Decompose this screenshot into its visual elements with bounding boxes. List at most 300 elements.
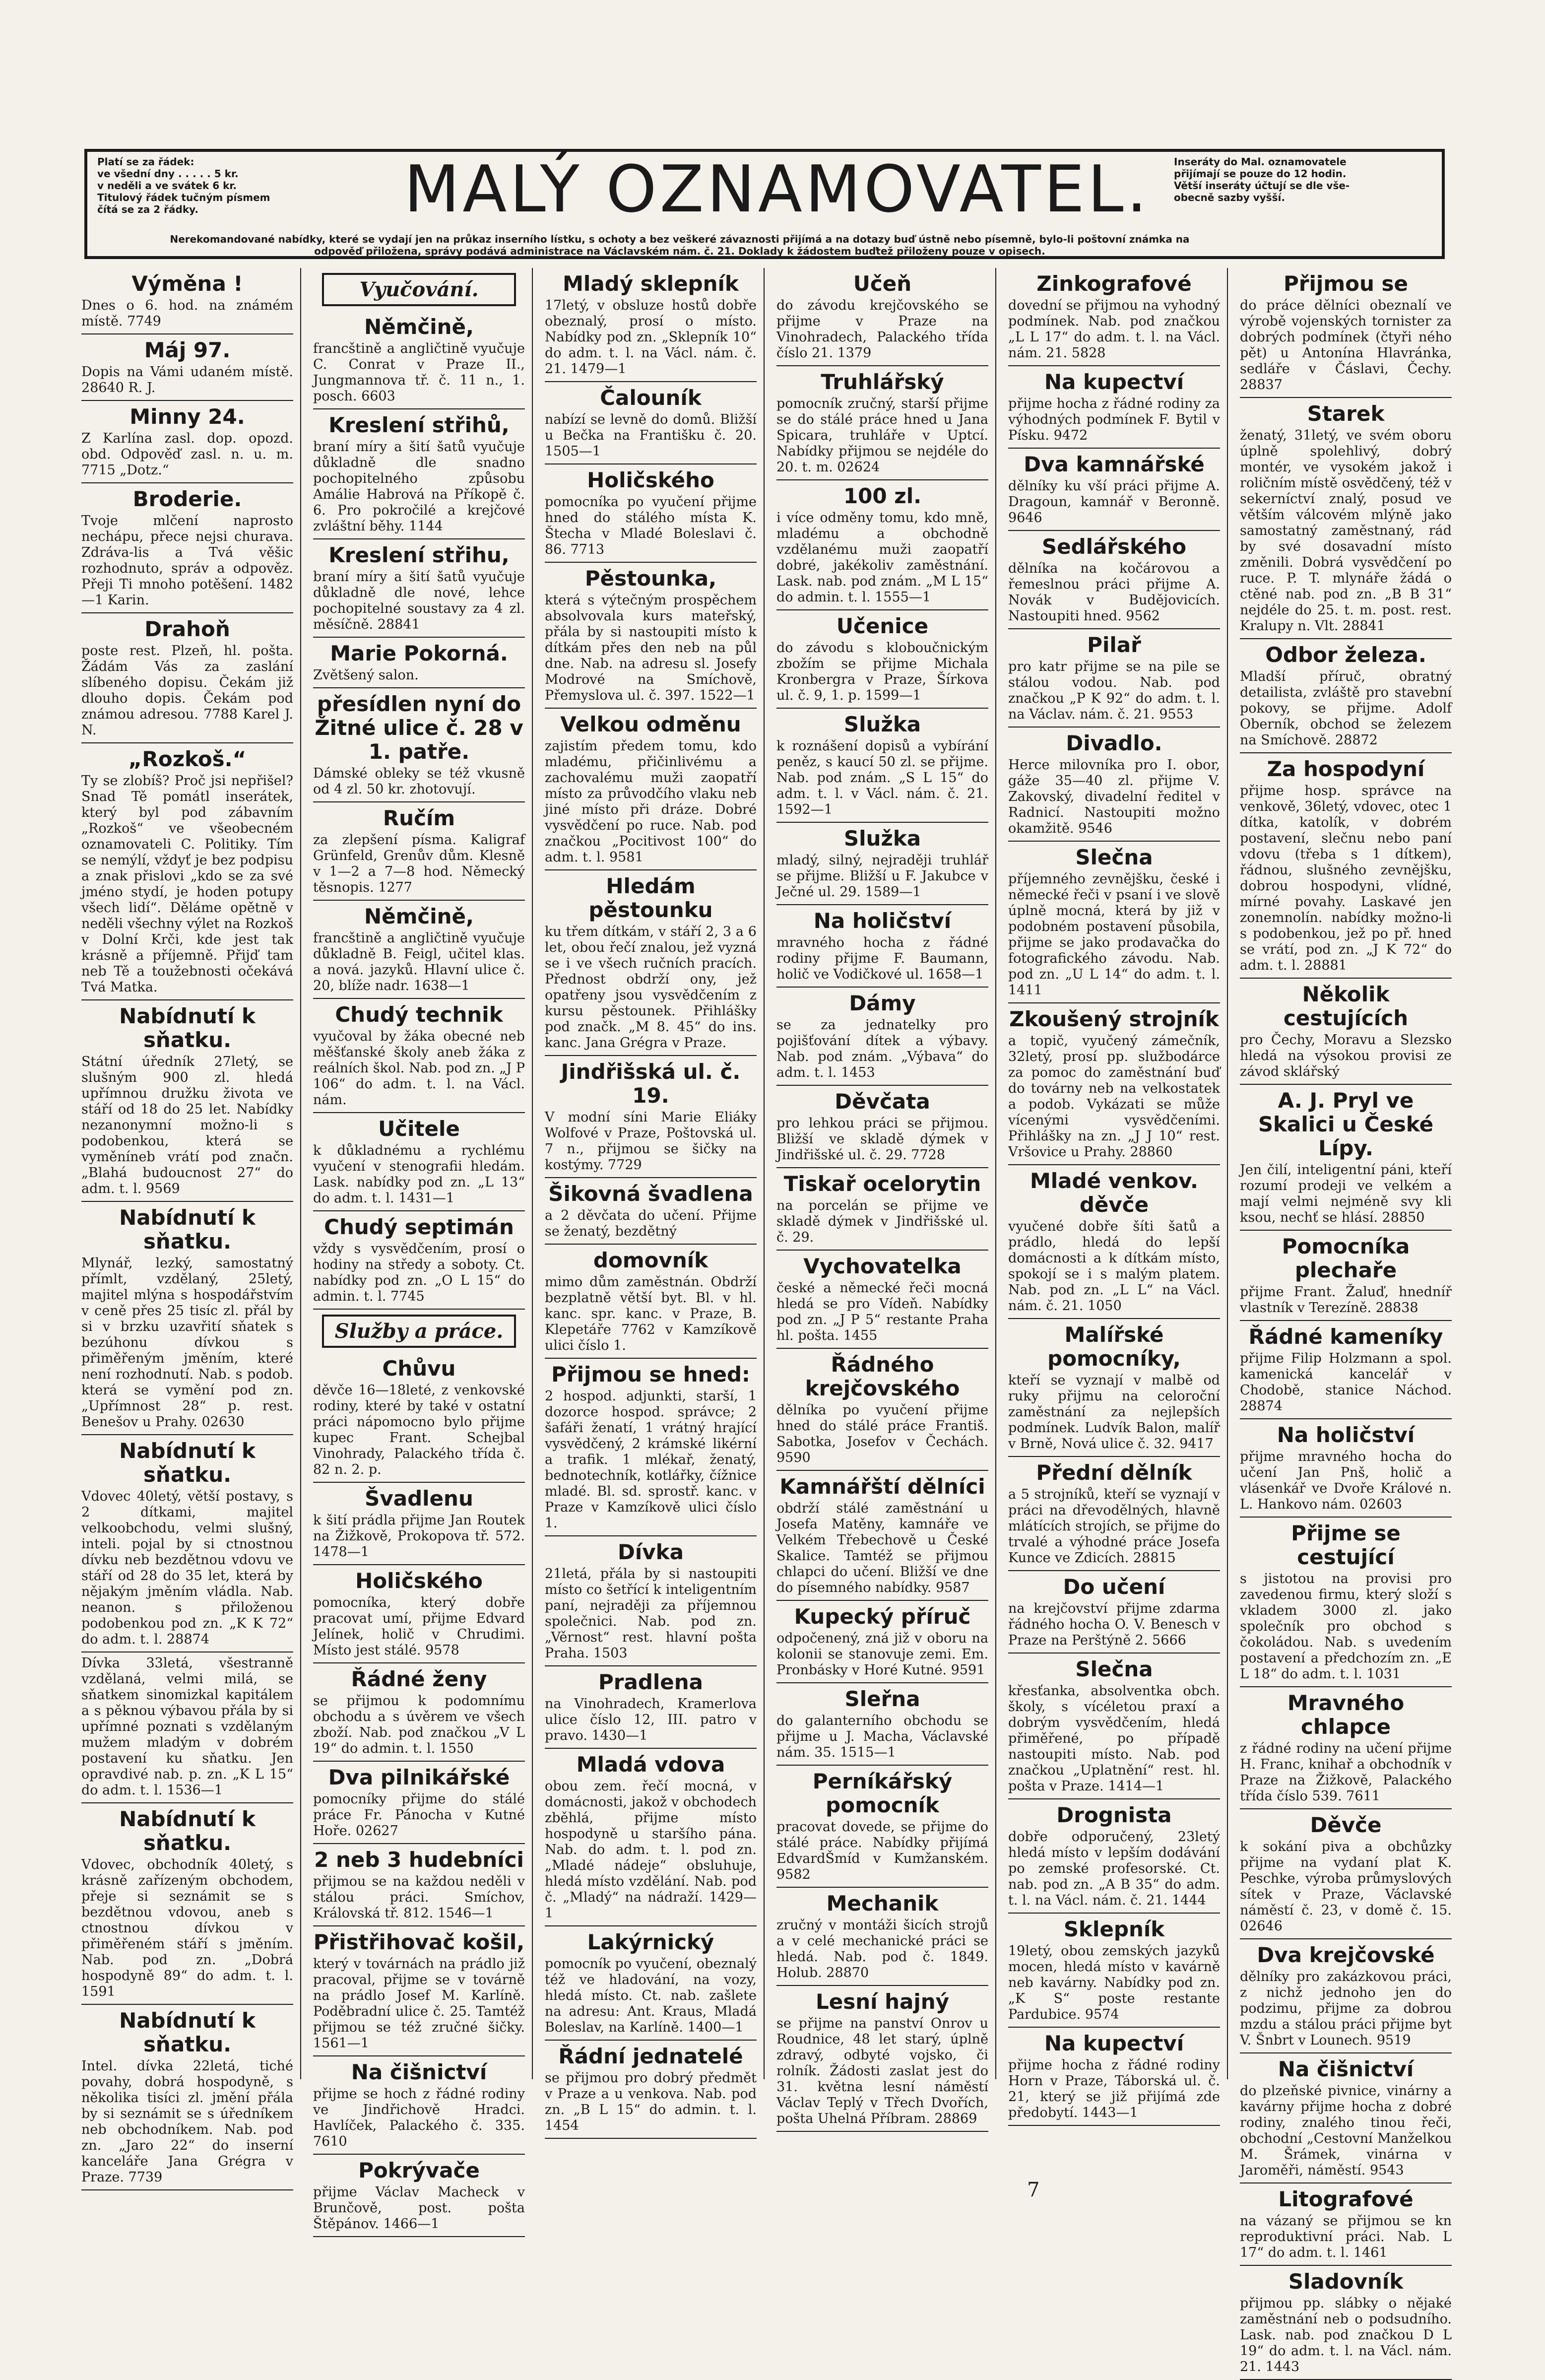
ad-title: A. J. Pryl ve Skalici u České Lípy. [1258, 1088, 1434, 1160]
classified-ad [81, 268, 293, 334]
ad-body: s jistotou na provisi pro zavedenou firmu, který složí s vkladem 3000 zl. jako společník pro obchod s čokoládou. Nab. s uvedením postavení a předchozím zn. „E L 18“ do adm. t. l. 1031 [1240, 1571, 1452, 1682]
ad-body: Dnes o 6. hod. na známém místě. 7749 [81, 298, 293, 329]
ad-body: který v továrnách na prádlo již pracoval, přijme se v továrně na prádlo Josef M. Karlíně. Poděbradní ulice č. 25. Tamtéž přijmou se též zručné šičky. 1561—1 [313, 1956, 525, 2051]
ad-body: poste rest. Plzeň, hl. pošta. Žádám Vás za zaslání slíbeného dopisu. Čekám již dlouho dopis. Čekám pod známou adresou. 7788 Karel J. N. [81, 643, 293, 738]
ad-title: Drognista [1056, 1803, 1172, 1827]
ad-title: Malířské pomocníky, [1047, 1322, 1181, 1371]
ad-title: Učeň [853, 271, 912, 296]
ad-body: za zlepšení písma. Kaligraf Grünfeld, Grenův dům. Klesně v 1—2 a 7—8 hod. Německý těsnopis. 1277 [313, 832, 525, 895]
classified-ad [1008, 1319, 1220, 1457]
ad-body: do závodu s kloboučnickým zbožím se přijme Michala Kronbergra v Praze, Šírkova ul. č. 9, 1. p. 1599—1 [776, 640, 988, 703]
administration-notice [0, 233, 1359, 257]
ad-title: Lakýrnický [587, 1930, 714, 1954]
ad-title: Nabídnutí k sňatku. [119, 1004, 256, 1052]
ad-title: Přední dělník [1036, 1460, 1192, 1485]
classified-ad [313, 688, 525, 802]
section-heading: Služby a práce. [322, 1315, 516, 1348]
ad-body: přijme hocha z řádné rodiny Horn v Praze, Táborská ul. č. 21, který se již přijímá zde předobytí. 1443—1 [1008, 2057, 1220, 2120]
ad-title: Litografové [1278, 2187, 1414, 2211]
ad-body: dovední se přijmou na vyhodný podmínek. Nab. pod značkou „L L 17“ do adm. t. l. na Václ. nám. 21. 5828 [1008, 298, 1220, 361]
ad-title: Lesní hajný [815, 1989, 950, 2014]
ad-title: Učenice [836, 614, 929, 638]
pricing-line: ve všední dny . . . . . 5 kr. [97, 168, 239, 180]
ad-title: Na čišnictví [1278, 2057, 1414, 2081]
ad-title: Řádní jednatelé [558, 2044, 743, 2068]
classified-ad [313, 1762, 525, 1844]
classified-ad [81, 1803, 293, 2005]
ad-title: Výměna ! [131, 271, 243, 296]
classified-ad [1240, 1231, 1452, 1321]
ad-title: Děvčata [835, 1089, 930, 1114]
ad-body: přijme se hoch z řádné rodiny ve Jindřichově Hradci. Havlíček, Palackého č. 335. 7610 [313, 2086, 525, 2149]
classified-ad [776, 1251, 988, 1349]
classified-ad [1008, 1003, 1220, 1165]
classified-ad [1240, 979, 1452, 1085]
classified-ad [313, 539, 525, 638]
ad-title: Na kupectví [1044, 2031, 1184, 2055]
ad-title: Starek [1307, 401, 1385, 426]
classified-ad [545, 1178, 757, 1245]
ad-body: přijme mravného hocha do učení Jan Pnš, holič a vlásenkář ve Dvoře Králové n. L. Hankovo nám. 02603 [1240, 1449, 1452, 1512]
ad-body: Herce milovníka pro I. obor, gáže 35—40 zl. přijme V. Zakovský, divadelní ředitel v Radnicí. Nastoupiti možno okamžitě. 9546 [1008, 757, 1220, 836]
ad-title: Drahoň [144, 617, 230, 641]
classified-ad [776, 1986, 988, 2132]
ad-body: přijmou pp. slábky o nějaké zaměstnání neb o podsudního. Lask. nab. pod značkou D L 19“ do adm. t. l. na Václ. nám. 21. 1443 [1240, 2296, 1452, 2375]
classified-ad [1240, 2053, 1452, 2183]
ad-body: Státní úředník 27letý, se slušným 900 zl. hledá upřímnou družku života ve stáří od 18 do 25 let. Nabídky nezanonymní možno-li s podobenkou, která se vyměníneb vrátí pod značn. „Blahá budoucnost 27“ do adm. t. l. 9569 [81, 1054, 293, 1196]
ad-title: Máj 97. [144, 338, 231, 362]
ad-body: přijme Frant. Žaluď, hnedníř vlastník v Terezíně. 28838 [1240, 1284, 1452, 1316]
ad-title: Nabídnutí k sňatku. [119, 2008, 256, 2056]
ad-body: děvče 16—18leté, z venkovské rodiny, které by také v ostatní práci nápomocno bylo přijme kupec Frant. Schejbal Vinohrady, Palackého třída č. 82 n. 2. p. [313, 1383, 525, 1477]
ad-body: k roznášení dopisů a vybírání peněz, s kaucí 50 zl. se přijme. Nab. pod znám. „S L 15“ do adm. t. l. v Václ. nám. č. 21. 1592—1 [776, 738, 988, 817]
classified-ad [313, 1844, 525, 1926]
ad-title: 100 zl. [843, 484, 922, 508]
classified-ad [776, 1086, 988, 1168]
classified-ad [545, 1749, 757, 1926]
ad-title: Řádné kameníky [1248, 1324, 1443, 1349]
classified-ad [81, 483, 293, 613]
ad-title: Sladovník [1288, 2269, 1404, 2294]
classified-ad [545, 1245, 757, 1359]
classified-ad [545, 1666, 757, 1749]
ad-title: Divadlo. [1066, 731, 1162, 755]
ad-title: Dámy [849, 991, 916, 1015]
classified-ad [776, 823, 988, 905]
classified-ad [1008, 1653, 1220, 1799]
classified-ad [313, 901, 525, 999]
classified-ad [776, 1168, 988, 1251]
page-title: MALÝ OZNAMOVATEL. [404, 151, 1150, 227]
ad-title: Na holičství [813, 909, 952, 933]
classified-ad [776, 988, 988, 1086]
ad-title: Za hospodyní [1267, 757, 1425, 781]
ad-title: Kreslení střihů, [328, 413, 510, 437]
ad-body: Dámské obleky se též vkusně od 4 zl. 50 kr. zhotovují. [313, 766, 525, 797]
ad-body: mladý, silný, nejraději truhlář se přijme. Bližší u F. Jakubce v Ječné ul. 29. 1589—1 [776, 853, 988, 900]
ad-title: Řádné ženy [351, 1667, 487, 1691]
ad-body: do závodu krejčovského se přijme v Praze na Vinohradech, Palackého třída číslo 21. 1379 [776, 298, 988, 361]
ad-body: k sokání piva a obchůzky přijme na vydaní plat K. Peschke, výroba průmyslových sítek v Praze, Václavské náměstí č. 23, v domě č. 15. 02646 [1240, 1839, 1452, 1934]
insertion-info-box [1174, 156, 1432, 203]
classified-ad [1008, 1457, 1220, 1571]
ad-title: Odbor železa. [1265, 643, 1426, 667]
ad-title: Pilař [1087, 633, 1141, 657]
ad-body: přijme Filip Holzmann a spol. kamenická kancelář v Chodobě, stanice Náchod. 28874 [1240, 1351, 1452, 1414]
classified-ad [1008, 1571, 1220, 1653]
ad-title: Čalouník [600, 386, 702, 410]
ad-title: Služka [843, 826, 921, 851]
ad-body: Vdovec, obchodník 40letý, s krásně zařízeným obchodem, přeje si seznámit se s bezdětnou vdovou, aneb s ctnostnou dívkou v přiměřeném stáří s jměním. Nab. pod zn. „Dobrá hospodyně 89“ do adm. t. l. 1591 [81, 1857, 293, 1999]
ad-body: Z Karlína zasl. dop. opozd. obd. Odpověď zasl. n. u. m. 7715 „Dotz.“ [81, 431, 293, 478]
ad-body: dělníky pro zakázkovou práci, z nichž jednoho jen do podzimu, přijme za dobrou mzdu a stálou práci přijme byt V. Šnbrt v Lounech. 9519 [1240, 1969, 1452, 2048]
ad-body: zajistím předem tomu, kdo mladému, přičinlivému a zachovalému muži zaopatří místo za průvodčího vlaku neb jiné místo při dráze. Dobré vysvědčení po ruce. Nab. pod značkou „Pocitivost 100“ do adm. t. l. 9581 [545, 738, 757, 865]
ad-body: Mladší příruč, obratný detailista, zvláště pro stavební pokovy, se přijme. Adolf Oberník, obchod se železem na Smíchově. 28872 [1240, 669, 1452, 748]
ad-title: přesídlen nyní do Žitné ulice č. 28 v 1. patře. [315, 692, 523, 764]
classified-ad [1240, 1085, 1452, 1231]
classified-ad [1240, 2266, 1452, 2380]
classified-ad [81, 1202, 293, 1435]
ad-body: Dopis na Vámi udaném místě. 28640 R. J. [81, 364, 293, 396]
ad-title: Sklepník [1063, 1917, 1165, 1941]
ad-title: Truhlářský [821, 370, 944, 394]
ad-body: pro Čechy, Moravu a Slezsko hledá na výsokou provisi ze závod sklářský [1240, 1032, 1452, 1079]
ad-title: Nabídnutí k sňatku. [119, 1205, 256, 1254]
ad-title: Služka [843, 712, 921, 736]
classified-ad [545, 563, 757, 709]
ad-title: Němčině, [364, 904, 474, 928]
ad-title: Chudý technik [335, 1002, 503, 1027]
ad-body: dělníky ku vší práci přijme A. Dragoun, kamnář v Beronně. 9646 [1008, 478, 1220, 526]
classified-ad [545, 870, 757, 1056]
ad-body: obdrží stálé zaměstnání u Josefa Matěny, kamnáře ve Velkém Třebechově u České Skalice. Tamtéž se přijmou chlapci do učení. Bližší ve dne do písemného nabídky. 9587 [776, 1501, 988, 1595]
column [538, 268, 765, 2133]
classified-ad [776, 268, 988, 366]
ad-title: Děvče [1310, 1813, 1382, 1837]
classified-ad [776, 1601, 988, 1683]
ad-title: Sedlářského [1041, 534, 1187, 559]
classified-columns [74, 268, 1459, 2375]
classified-ad [1008, 727, 1220, 842]
ad-title: Sleřna [844, 1687, 920, 1711]
classified-ad [313, 1211, 525, 1310]
ad-title: Kamnářští dělníci [779, 1474, 985, 1499]
ad-body: k důkladnému a rychlému vyučení v stenografii hledám. Lask. nabídky pod zn. „L 13“ do adm. t. l. 1431—1 [313, 1143, 525, 1206]
ad-title: Dva pilnikářské [328, 1765, 510, 1789]
classified-ad [545, 1359, 757, 1536]
ad-title: Chudý septimán [324, 1215, 514, 1239]
classified-ad [1240, 1687, 1452, 1809]
ad-body: Intel. dívka 22letá, tiché povahy, dobrá hospodyně, s několika tisíci zl. jmění přála by si seznámit se s úředníkem neb obchodníkem. Nab. pod zn. „Jaro 22“ do inserní kanceláře Jana Grégra v Praze. 7739 [81, 2058, 293, 2185]
ad-title: Pomocníka plechaře [1282, 1234, 1410, 1282]
classified-ad [313, 1353, 525, 1483]
ad-title: Mladý sklepník [563, 271, 739, 296]
ad-title: Do učení [1063, 1575, 1165, 1599]
classified-ad [1008, 366, 1220, 449]
ad-body: příjemného zevnějšku, české i německé řeči v psaní i ve slově úplně mocná, která by již v podobném postavení působila, přijme se jako prodavačka do fotografického závodu. Nab. pod zn. „U L 14“ do adm. t. l. 1411 [1008, 871, 1220, 998]
classified-ad [1240, 1939, 1452, 2053]
classified-ad [776, 1349, 988, 1471]
ad-body: francštině a angličtině vyučuje důkladně B. Feigl, učitel klas. a nová. jazyků. Hlavní ulice č. 20, blíže nadr. 1638—1 [313, 930, 525, 993]
classified-ad [545, 709, 757, 870]
ad-body: do plzeňské pivnice, vinárny a kavárny přijme hocha z dobré rodiny, znalého tinou řeči, obchodní „Cestovní Manželkou M. Šrámek, vinárna v Jaroměři, náměstí. 9543 [1240, 2083, 1452, 2178]
classified-ad [81, 1653, 293, 1803]
classified-ad [81, 743, 293, 1000]
classified-ad [81, 1000, 293, 1202]
classified-ad [545, 268, 757, 382]
column [1233, 268, 1459, 2375]
classified-ad [81, 334, 293, 401]
ad-body: V modní síni Marie Eliáky Wolfové v Praze, Poštovská ul. 7 n., přijmou se šičky na kostýmy. 7729 [545, 1110, 757, 1173]
ad-body: 19letý, obou zemských jazyků mocen, hledá místo v kavárně neb kavárny. Nabídky pod zn. „K S“ poste restante Pardubice. 9574 [1008, 1943, 1220, 2022]
ad-body: mimo dům zaměstnán. Obdrží bezplatně větší byt. Bl. v hl. kanc. spr. kanc. v Praze, B. Klepetáře 7762 v Kamzíkově ulici číslo 1. [545, 1274, 757, 1353]
classified-ad [313, 802, 525, 901]
ad-title: Pěstounka, [584, 566, 717, 591]
ad-body: pomocník zručný, starší přijme se do stálé práce hned u Jana Spicara, truhláře v Uptcí. Nabídky přijmou se nejdéle do 20. t. m. 02624 [776, 396, 988, 475]
ad-title: Jindřišská ul. č. 19. [561, 1059, 741, 1108]
classified-ad [313, 2056, 525, 2155]
classified-ad [1008, 268, 1220, 366]
classified-ad [776, 1471, 988, 1601]
ad-title: Tiskař ocelorytin [783, 1172, 981, 1196]
ad-title: Dva kamnářské [1024, 452, 1205, 476]
ad-body: na porcelán se přijme ve skladě dýmek v Jindřišské ul. č. 29. [776, 1198, 988, 1245]
ad-body: pomocníka po vyučení přijme hned do stálého místa K. Štecha v Mladé Boleslavi č. 86. 7713 [545, 494, 757, 557]
classified-ad [1240, 753, 1452, 979]
ad-body: 21letá, přála by si nastoupiti místo co šetřící k inteligentním paní, nejraději za příjemnou společnici. Nab. pod zn. „Věrnost“ rest. hlavní pošta Praha. 1503 [545, 1566, 757, 1661]
ad-body: přijme hocha z řádné rodiny za výhodných podmínek F. Bytil v Písku. 9472 [1008, 396, 1220, 443]
ad-body: obou zem. řečí mocná, v domácnosti, jakož v obchodech zběhlá, přijme místo hospodyně u staršího pána. Nab. do adm. t. l. pod zn. „Mladé nádeje“ obsluhuje, hledá místo vzdělání. Nab. pod č. „Mladý“ na nádraží. 1429—1 [545, 1779, 757, 1921]
classified-ad [776, 709, 988, 823]
ad-body: kteří se vyznají v malbě od ruky přijmu na celoroční zaměstnání za nejlepších podmínek. Ludvík Balon, malíř v Brně, Nová ulice č. 32. 9417 [1008, 1373, 1220, 1452]
ad-body: pomocníky přijme do stálé práce Fr. Pánocha v Kutné Hoře. 02627 [313, 1791, 525, 1839]
classified-ad [1008, 1914, 1220, 2028]
classified-ad [313, 1483, 525, 1565]
ad-body: nabízí se levně do domů. Bližší u Bečka na Františku č. 20. 1505—1 [545, 412, 757, 459]
ad-title: Němčině, [364, 315, 474, 339]
classified-ad [313, 409, 525, 539]
ad-title: Mladá vdova [576, 1752, 725, 1777]
ad-title: Na kupectví [1044, 370, 1184, 394]
ad-title: Holičského [355, 1569, 483, 1593]
classified-ad [1240, 1518, 1452, 1687]
ad-body: české a německé řeči mocná hledá se pro Vídeň. Nabídky pod zn. „J P 5“ restante Praha hl. pošta. 1455 [776, 1280, 988, 1343]
classified-ad [1008, 842, 1220, 1003]
ad-body: Dívka 33letá, všestranně vzdělaná, velmi milá, se sňatkem sinomizkal kapitálem a s pěknou výbavou přála by si upřímné poznati s vzdělaným mužem mladým v dobrém postavení ku sňatku. Jen opravdivé nab. p. zn. „K L 15“ do adm. t. l. 1536—1 [81, 1655, 293, 1798]
classified-ad [776, 1888, 988, 1986]
ad-body: se přijmou k podomnímu obchodu a s úvěrem ve všech zboží. Nab. pod značkou „V L 19“ do admin. t. l. 1550 [313, 1693, 525, 1756]
ad-title: Přijme se cestující [1291, 1521, 1401, 1569]
ad-body: mravného hocha z řádné rodiny přijme F. Baumann, holič ve Vodičkové ul. 1658—1 [776, 935, 988, 982]
classified-ad [545, 1536, 757, 1666]
classified-ad [1240, 268, 1452, 398]
ad-body: 2 hospod. adjunkti, starší, 1 dozorce hospod. správce; 2 šafáři ženatí, 1 vrátný hrající vysvědčený, 2 krámské likérní a trafik. 1 mlékař, ženatý, bednotechník, kotlářky, čížnice mladé. Bl. sd. sprostř. kanc. v Praze v Kamzíkově ulici číslo 1. [545, 1388, 757, 1531]
classified-ad [1240, 639, 1452, 753]
ad-body: pracovat dovede, se přijme do stálé práce. Nabídky přijímá EdvardŠmíd v Kumžanském. 9582 [776, 1819, 988, 1882]
classified-ad [776, 1766, 988, 1888]
ad-body: a 2 děvčata do učení. Přijme se ženatý, bezdětný [545, 1208, 757, 1239]
ad-title: Slečna [1075, 845, 1153, 869]
classified-ad [313, 2155, 525, 2237]
ad-title: Učitele [378, 1117, 460, 1141]
ad-body: k šití prádla přijme Jan Routek na Žižkově, Prokopova tř. 572. 1478—1 [313, 1513, 525, 1560]
ad-title: Holičského [587, 468, 714, 492]
ad-title: Mladé venkov. děvče [1030, 1169, 1199, 1217]
ad-title: Švadlenu [365, 1486, 473, 1511]
ad-body: odpočenený, zná již v oboru na kolonii se stanovuje zemi. Em. Pronbásky v Horé Kutné. 9591 [776, 1631, 988, 1678]
pricing-box [97, 156, 330, 215]
ad-body: dělníka po vyučení přijme hned do stálé práce Františ. Sabotka, Josefov v Čechách. 9590 [776, 1402, 988, 1465]
ad-title: Velkou odměnu [560, 712, 741, 736]
ad-body: Jen čilí, inteligentní páni, kteří rozumí prodeji ve velkém a mají velmi nejméně svy kli ksou, nechť se hlásí. 28850 [1240, 1162, 1452, 1225]
ad-title: Slečna [1075, 1657, 1153, 1681]
ad-title: Přijmou se hned: [551, 1362, 750, 1387]
pricing-line: čítá se za 2 řádky. [97, 203, 198, 215]
classified-ad [313, 1113, 525, 1211]
ad-body: Vdovec 40letý, větší postavy, s 2 dítkami, majitel velkoobchodu, velmi slušný, inteli. pojal by si ctnostnou dívku neb bezdětnou vdovu ve stáří od 28 do 35 let, která by nějakým jměním vládla. Nab. neanon. s přiloženou podobenkou pod zn. „K K 72“ do adm. t. l. 28874 [81, 1489, 293, 1647]
ad-body: která s výtečným prospěchem absolvovala kurs mateřský, přála by si nastoupiti místo k dítkám přes den neb na půl dne. Nab. na adresu sl. Josefy Modrové na Smíchově, Přemyslova ul. č. 397. 1522—1 [545, 593, 757, 703]
ad-title: Dívka [618, 1540, 684, 1564]
classified-ad [776, 610, 988, 709]
ad-body: přijme hosp. správce na venkově, 36letý, vdovec, otec 1 dítka, katolík, v dobrém postavení, slečnu nebo paní vdovu (třeba s 1 dítkem), řádnou, slušného zevnějšku, dobrou hospodyni, vlídné, mírné povahy. Laskavé jen zonemnolín. nabídky možno-li s podobenkou, jež po př. hned se vrátí, pod zn. „J K 72“ do adm. t. l. 28881 [1240, 783, 1452, 973]
classified-ad [313, 1663, 525, 1762]
ad-title: Broderie. [132, 487, 242, 511]
column [1001, 268, 1228, 2120]
ad-title: 2 neb 3 hudebníci [314, 1848, 524, 1872]
ad-body: do galanterního obchodu se přijme u J. Macha, Václavské nám. 35. 1515—1 [776, 1713, 988, 1760]
classified-ad [545, 464, 757, 563]
pricing-line: Platí se za řádek: [97, 156, 194, 168]
classified-ad [1008, 531, 1220, 629]
pricing-line: v neděli a ve svátek 6 kr. [97, 180, 237, 192]
classified-ad [313, 1926, 525, 2056]
classified-ad [81, 1435, 293, 1653]
info-line: Inseráty do Mal. oznamovatele [1174, 156, 1347, 168]
ad-title: Na holičství [1277, 1423, 1415, 1447]
ad-body: Zvětšený salon. [313, 667, 419, 683]
ad-title: Kreslení střihu, [328, 543, 510, 567]
ad-body: se přijme na panství Onrov u Roudnice, 48 let starý, úplně zdravý, odbyté vojsko, či rolník. Žádosti zaslat jest do 31. května lesní náměstí Václav Teplý v Třech Dvořích, pošta Uhelná Příbram. 28869 [776, 2016, 988, 2126]
ad-title: Řádného krejčovského [805, 1352, 960, 1400]
ad-body: vždy s vysvědčením, prosí o hodiny na středy a soboty. Ct. nabídky pod zn. „O L 15“ do admin. t. l. 7745 [313, 1241, 525, 1304]
column [306, 268, 533, 2232]
classified-ad [81, 401, 293, 483]
classified-ad [545, 2041, 757, 2139]
classified-ad [1008, 1165, 1220, 1319]
classified-ad [1240, 1809, 1452, 1939]
info-line: přijímají se pouze do 12 hodin. [1174, 168, 1347, 180]
ad-title: Pokrývače [358, 2158, 480, 2182]
ad-body: dobře odporučený, 23letý hledá místo v lepším dodávání po zemské profesorské. Ct. nab. pod zn. „A B 35“ do adm. t. l. na Václ. nám. č. 21. 1444 [1008, 1829, 1220, 1908]
ad-body: vyučené dobře šíti šatů a prádlo, hledá do lepší domácnosti a k dítkám místo, spokojí se i s malým platem. Nab. pod zn. „L L“ na Václ. nám. č. 21. 1050 [1008, 1219, 1220, 1314]
column [74, 268, 301, 2185]
classified-ad [313, 638, 525, 688]
ad-title: Marie Pokorná. [330, 641, 508, 665]
classified-ad [1240, 1419, 1452, 1518]
classified-ad [776, 1683, 988, 1766]
ad-title: Mechanik [826, 1891, 939, 1916]
classified-ad [313, 1565, 525, 1663]
ad-body: francštině a angličtině vyučuje C. Conrat v Praze II., Jungmannova tř. č. 11 n., 1. posch. 6603 [313, 341, 525, 404]
classified-ad [776, 480, 988, 610]
ad-body: vyučoval by žáka obecné neb měšťanské školy aneb žáka z reálních škol. Nab. pod zn. „J P 106“ do adm. t. l. na Václ. nám. [313, 1029, 525, 1108]
ad-body: na vázaný se přijmou se kn reproduktivní práci. Nab. L 17“ do adm. t. l. 1461 [1240, 2213, 1452, 2260]
classified-ad [1008, 629, 1220, 727]
ad-body: braní míry a šití šatů vyučuje důkladně dle snadno pochopitelného způsobu Amálie Habrová na Příkopě č. 6. Pro pokročilé a krejčové zvláštní běhy. 1144 [313, 439, 525, 534]
ad-title: Šikovná švadlena [548, 1182, 753, 1206]
ad-body: pomocník po vyučení, obeznalý též ve hladování, na vozy, hledá místo. Ct. nab. zašlete na adresu: Ant. Kraus, Mladá Boleslav, na Karlíně. 1400—1 [545, 1956, 757, 2035]
ad-body: ku třem dítkám, v stáří 2, 3 a 6 let, obou řečí znalou, jež vyzná se i ve všech ručních pracích. Přednost obdrží ony, jež opatřeny jsou vysvědčením z kursu pěstounek. Přihlášky pod značk. „M 8. 45“ do ins. kanc. Jana Grégra v Praze. [545, 924, 757, 1051]
info-line: obecně sazby vyšší. [1174, 192, 1285, 203]
ad-body: braní míry a šití šatů vyučuje důkladně dle nové, lehce pochopitelné soustavy za 4 zl. měsíčně. 28841 [313, 569, 525, 632]
ad-title: Několik cestujících [1283, 982, 1409, 1030]
ad-title: Přistřihovač košil, [313, 1930, 525, 1954]
ad-title: Ručím [383, 806, 455, 830]
ad-body: dělníka na kočárovou a řemeslnou práci přijme A. Novák v Budějovicích. Nastoupiti hned. 9562 [1008, 561, 1220, 624]
ad-body: na krejčovství přijme zdarma řádného hocha O. V. Benesch v Praze na Perštýně 2. 5666 [1008, 1601, 1220, 1648]
ad-title: Přijmou se [1284, 271, 1408, 296]
page-number: 7 [1027, 2179, 1040, 2201]
ad-body: na Vinohradech, Kramerlova ulice číslo 12, III. patro v pravo. 1430—1 [545, 1696, 757, 1743]
ad-body: a 5 strojníků, kteří se vyznají v práci na dřevodělných, hlavně mlátících strojích, se přijme do trvalé a výhodné práce Josefa Kunce ve Zdicích. 28815 [1008, 1487, 1220, 1566]
classified-ad [1240, 398, 1452, 639]
ad-body: Ty se zlobíš? Proč jsi nepřišel? Snad Tě pomátl inserátek, který byl pod zábavním „Rozkoš“ ve všeobecném oznamovateli C. Politiky. Tím se nemýlí, vždyť je bez podpisu a znak přislovi „kdo se za své jméno stydí, je hoden potupy všech lidí“. Děláme opětně v neděli všechny výlet na Rozkoš v Dolní Krči, kde jest tak krásně a příjemně. Přijď tam neb Tě a toužebnosti očekává Tvá Matka. [81, 773, 293, 995]
ad-body: ženatý, 31letý, ve svém oboru úplně spolehlivý, dobrý montér, ve vysokém jakož i roličním místě osvědčený, též v sekerníctví znalý, posud ve větším válcovém mlýně jako samostatný zaměstnaný, rád by své dosavadní místo změnili. Dobrá vysvědčení po ruce. P. T. mlynáře žádá o ctěné nab. pod zn. „B B 31“ nejdéle do 25. t. m. post. rest. Kralupy n. Vlt. 28841 [1240, 428, 1452, 634]
column [770, 268, 996, 2126]
info-line: Větší inseráty účtují se dle vše- [1174, 180, 1350, 192]
classified-ad [776, 905, 988, 988]
ad-title: Chůvu [382, 1356, 456, 1381]
ad-title: domovník [593, 1248, 708, 1272]
classified-ad [81, 613, 293, 743]
ad-title: Hledám pěstounku [588, 874, 713, 922]
ad-body: Mlynář, lezký, samostatný přímlt, vzdělaný, 25letý, majitel mlýna s hospodářstvím v ceně přes 25 tisíc zl. přál by si v brzku uzavřití sňatek s bezúhonu dívkou s přiměřeným jměním, které není rozhodnutí. Nab. s podob. která se vymění pod zn. „Upřímnost 28“ p. rest. Benešov u Prahy. 02630 [81, 1256, 293, 1430]
ad-title: Na čišnictví [351, 2060, 487, 2084]
ad-title: Nabídnutí k sňatku. [119, 1807, 256, 1855]
ad-title: Vychovatelka [803, 1254, 962, 1278]
ad-body: křesťanka, absolventka obch. školy, s vícéletou praxí a dobrým vysvědčením, hledá přiměřené, po případě nastoupiti místo. Nab. pod značkou „Uplatnění“ rest. hl. pošta v Praze. 1414—1 [1008, 1683, 1220, 1794]
pricing-line: Titulový řádek tučným písmem [97, 192, 270, 203]
classified-ad [1240, 2183, 1452, 2266]
classified-ad [1008, 1799, 1220, 1914]
ad-body: pro lehkou práci se přijmou. Bližší ve skladě dýmek v Jindřišské ul. č. 29. 7728 [776, 1116, 988, 1163]
classified-ad [545, 1926, 757, 2041]
classified-ad [313, 311, 525, 409]
classified-ad [1240, 1321, 1452, 1419]
ad-body: 17letý, v obsluze hostů dobře obeznalý, prosí o místo. Nabídky pod zn. „Sklepník 10“ do adm. t. l. na Václ. nám. č. 21. 1479—1 [545, 298, 757, 377]
ad-title: „Rozkoš.“ [128, 747, 247, 771]
ad-title: Kupecký příruč [794, 1604, 971, 1629]
ad-body: pomocníka, který dobře pracovat umí, přijme Edvard Jelínek, holič v Chrudimi. Místo jest stálé. 9578 [313, 1595, 525, 1658]
ad-title: Zkoušený strojník [1009, 1007, 1219, 1031]
ad-body: přijme Václav Macheck v Brunčově, post. pošta Štěpánov. 1466—1 [313, 2184, 525, 2232]
classified-ad [313, 999, 525, 1113]
classified-ad [1008, 2028, 1220, 2126]
ad-body: pro katr přijme se na pile se stálou vodou. Nab. pod značkou „P K 92“ do adm. t. l. na Václav. nám. č. 21. 9553 [1008, 659, 1220, 722]
ad-title: Pradlena [598, 1670, 704, 1694]
ad-body: a topič, vyučený zámečník, 32letý, prosí pp. službodárce za pomoc do zaměstnání buď do továrny neb na velkostatek a podob. Vykázati se může vícenými vysvědčeními. Přihlášky na zn. „J J 10“ rest. Vršovice u Prahy. 28860 [1008, 1033, 1220, 1160]
ad-title: Zinkografové [1036, 271, 1192, 296]
ad-body: se za jednatelky pro pojišťování dítek a výbavy. Nab. pod znám. „Výbava“ do adm. t. l. 1453 [776, 1017, 988, 1080]
ad-body: i více odměny tomu, kdo mně, mladému a obchodně vzdělanému muži zaopatří dobré, jakékoliv zaměstnání. Lask. nab. pod znám. „M L 15“ do admin. t. l. 1555—1 [776, 510, 988, 605]
classified-ad [545, 1056, 757, 1178]
ad-title: Dva krejčovské [1257, 1943, 1435, 1967]
ad-body: Tvoje mlčení naprosto nechápu, přece nejsi churava. Zdráva-lis a Tvá věšic rozhodnuto, správ a odpověz. Přeji Ti mnoho potěšení. 1482—1 Karin. [81, 513, 293, 608]
ad-body: přijmou se na každou neděli v stálou práci. Smíchov, Královská tř. 812. 1546—1 [313, 1874, 525, 1921]
classified-ad [776, 366, 988, 480]
notice-line: Nerekomandované nabídky, které se vydají jen na průkaz inserního lístku, s ochoty a bez veškeré závaznosti přijímá a na dotazy buď ústně nebo písemně, bylo-li poštovní známka na [170, 233, 1190, 245]
ad-body: se přijmou pro dobrý předmět v Praze a u venkova. Nab. pod zn. „B L 15“ do admin. t. l. 1454 [545, 2070, 757, 2133]
